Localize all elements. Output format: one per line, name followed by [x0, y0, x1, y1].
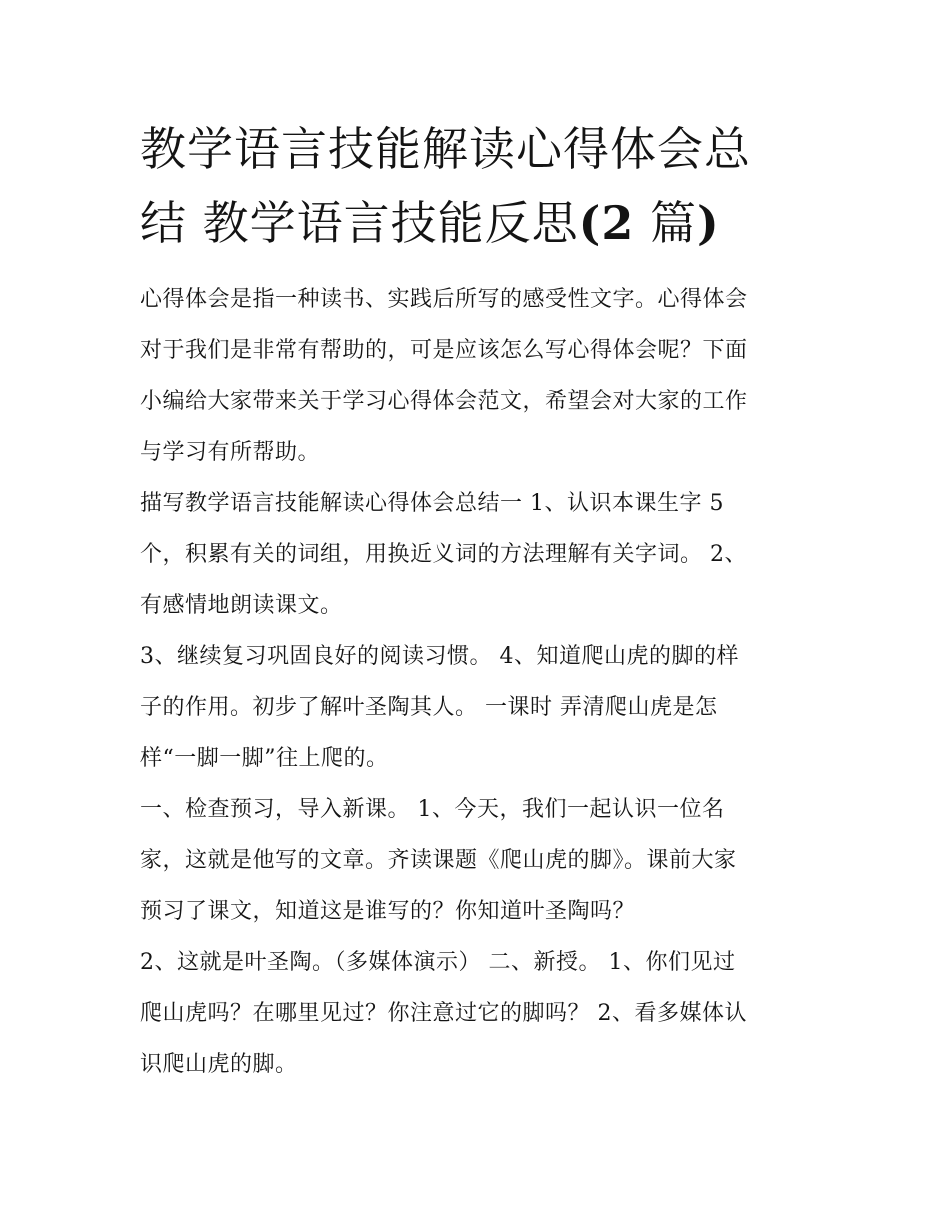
- title-line-1: 教学语言技能解读心得体会总: [140, 122, 751, 176]
- paragraph-line: 家，这就是他写的文章。齐读课题《爬山虎的脚》。课前大家: [140, 848, 737, 873]
- paragraph-line: 预习了课文，知道这是谁写的？你知道叶圣陶吗？: [140, 899, 636, 924]
- paragraph-line: 一、检查预习，导入新课。 1、今天，我们一起认识一位名: [140, 797, 725, 822]
- title-count-close: ): [697, 196, 720, 250]
- paragraph-line: 与学习有所帮助。: [140, 440, 321, 465]
- paragraph-line: 2、这就是叶圣陶。（多媒体演示） 二、新授。 1、你们见过: [140, 950, 736, 975]
- paragraph-line: 心得体会是指一种读书、实践后所写的感受性文字。心得体会: [140, 287, 748, 312]
- paragraph-goals: [140, 478, 820, 631]
- paragraph-line: 小编给大家带来关于学习心得体会范文，希望会对大家的工作: [140, 389, 748, 414]
- title-line-2-text: 结 教学语言技能反思: [140, 196, 579, 250]
- title-count-unit: 篇: [634, 196, 698, 250]
- title-count-open: (2: [578, 196, 635, 250]
- paragraph-intro: [140, 274, 820, 478]
- paragraph-line: 爬山虎吗？在哪里见过？你注意过它的脚吗？ 2、看多媒体认: [140, 1001, 747, 1026]
- paragraph-line: 对于我们是非常有帮助的，可是应该怎么写心得体会呢？下面: [140, 338, 748, 363]
- paragraph-line: 描写教学语言技能解读心得体会总结一 1、认识本课生字 5: [140, 491, 724, 516]
- paragraph-line: 有感情地朗读课文。: [140, 593, 343, 618]
- paragraph-line: 样“一脚一脚”往上爬的。: [140, 746, 389, 771]
- paragraph-line: 识爬山虎的脚。: [140, 1052, 298, 1077]
- paragraph-step-two: [140, 937, 820, 1090]
- paragraph-goals-continued: [140, 631, 820, 784]
- title-line-2: [140, 186, 820, 260]
- paragraph-line: 3、继续复习巩固良好的阅读习惯。 4、知道爬山虎的脚的样: [140, 644, 739, 669]
- paragraph-step-one: [140, 784, 820, 937]
- paragraph-line: 个，积累有关的词组，用换近义词的方法理解有关字词。 2、: [140, 542, 747, 567]
- document-page: [140, 112, 820, 1090]
- document-title: [140, 112, 820, 260]
- paragraph-line: 子的作用。初步了解叶圣陶其人。 一课时 弄清爬山虎是怎: [140, 695, 718, 720]
- document-body: [140, 274, 820, 1090]
